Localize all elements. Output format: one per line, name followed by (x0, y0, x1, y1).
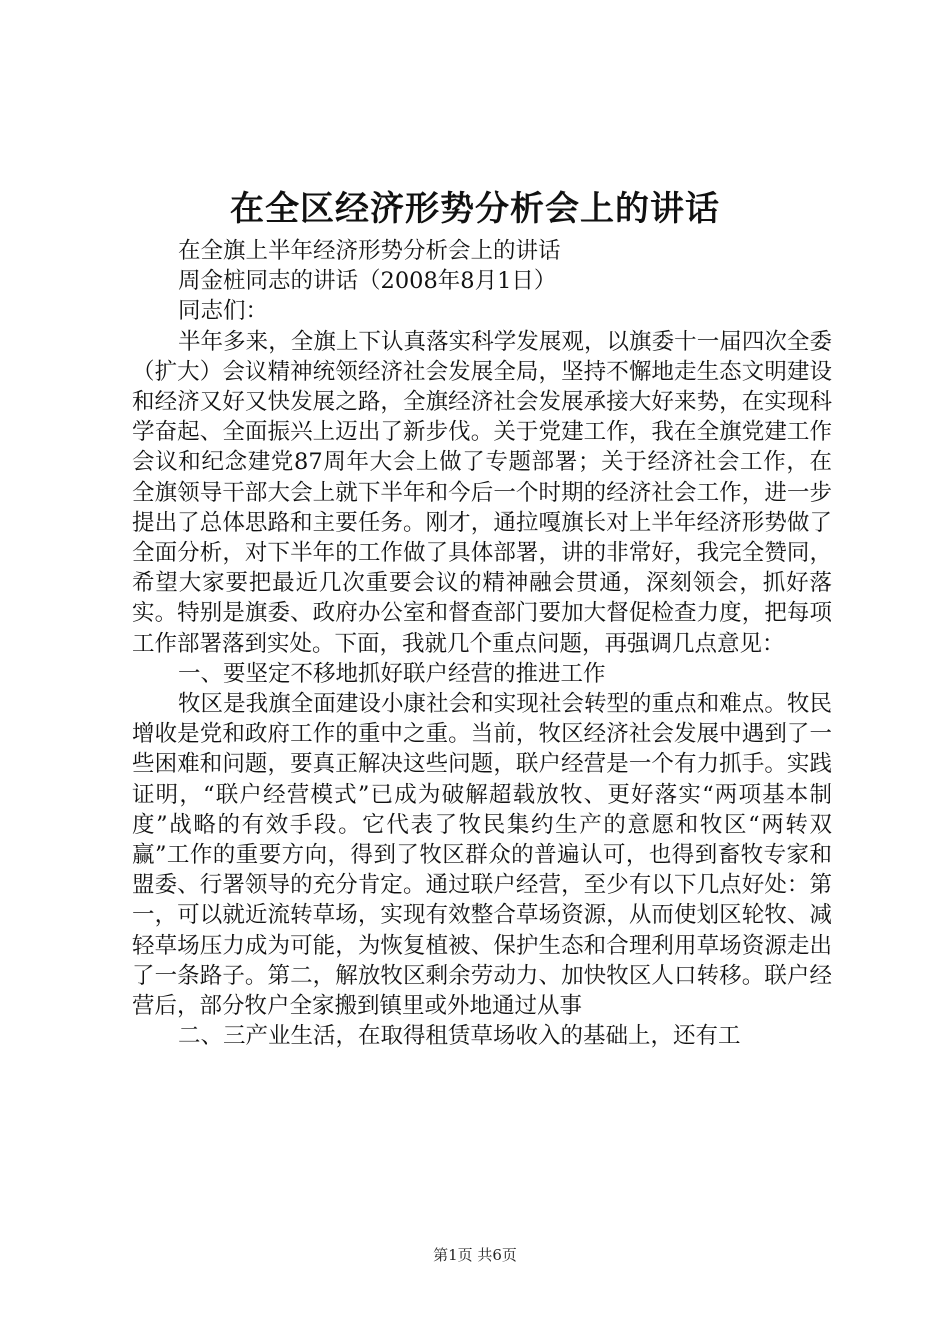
document-body (132, 236, 832, 1051)
document-title: 在全区经济形势分析会上的讲话 (230, 189, 720, 229)
page-number: 第1页 共6页 (433, 1246, 517, 1264)
paragraph-body: 二、三产业生活，在取得租赁草场收入的基础上，还有工 (178, 1023, 741, 1050)
section-heading: 一、要坚定不移地抓好联户经营的推进工作 (178, 660, 606, 687)
paragraph-subtitle: 在全旗上半年经济形势分析会上的讲话 (178, 238, 561, 264)
paragraph-body: 半年多来，全旗上下认真落实科学发展观，以旗委十一届四次全委（扩大）会议精神统领经济社会发展全局，坚持不懈地走生态文明建设和经济又好又快发展之路，全旗经济社会发展承接大好来势，在实现科学奋起、全面振兴上迈出了新步伐。关于党建工作，我在全旗党建工作会议和纪念建党87周年大会上做了专题部署；关于经济社会工作，在全旗领导干部大会上就下半年和今后一个时期的经济社会工作，进一步提出了总体思路和主要任务。刚才，通拉嘎旗长对上半年经济形势做了全面分析，对下半年的工作做了具体部署，讲的非常好，我完全赞同，希望大家要把最近几次重要会议的精神融会贯通，深刻领会，抓好落实。特别是旗委、政府办公室和督查部门要加大督促检查力度，把每项工作部署落到实处。下面，我就几个重点问题，再强调几点意见： (132, 328, 832, 657)
paragraph-body: 牧区是我旗全面建设小康社会和实现社会转型的重点和难点。牧民增收是党和政府工作的重中之重。当前，牧区经济社会发展中遇到了一些困难和问题，要真正解决这些问题，联户经营是一个有力抓手。实践证明，“联户经营模式”已成为破解超载放牧、更好落实“两项基本制度”战略的有效手段。它代表了牧民集约生产的意愿和牧区“两转双赢”工作的重要方向，得到了牧区群众的普遍认可，也得到畜牧专家和盟委、行署领导的充分肯定。通过联户经营，至少有以下几点好处：第一，可以就近流转草场，实现有效整合草场资源，从而使划区轮牧、减轻草场压力成为可能，为恢复植被、保护生态和合理利用草场资源走出了一条路子。第二，解放牧区剩余劳动力、加快牧区人口转移。联户经营后，部分牧户全家搬到镇里或外地通过从事 (132, 691, 832, 1020)
paragraph-salutation: 同志们： (178, 298, 269, 325)
paragraph-speaker: 周金桩同志的讲话（2008年8月1日） (178, 268, 557, 295)
